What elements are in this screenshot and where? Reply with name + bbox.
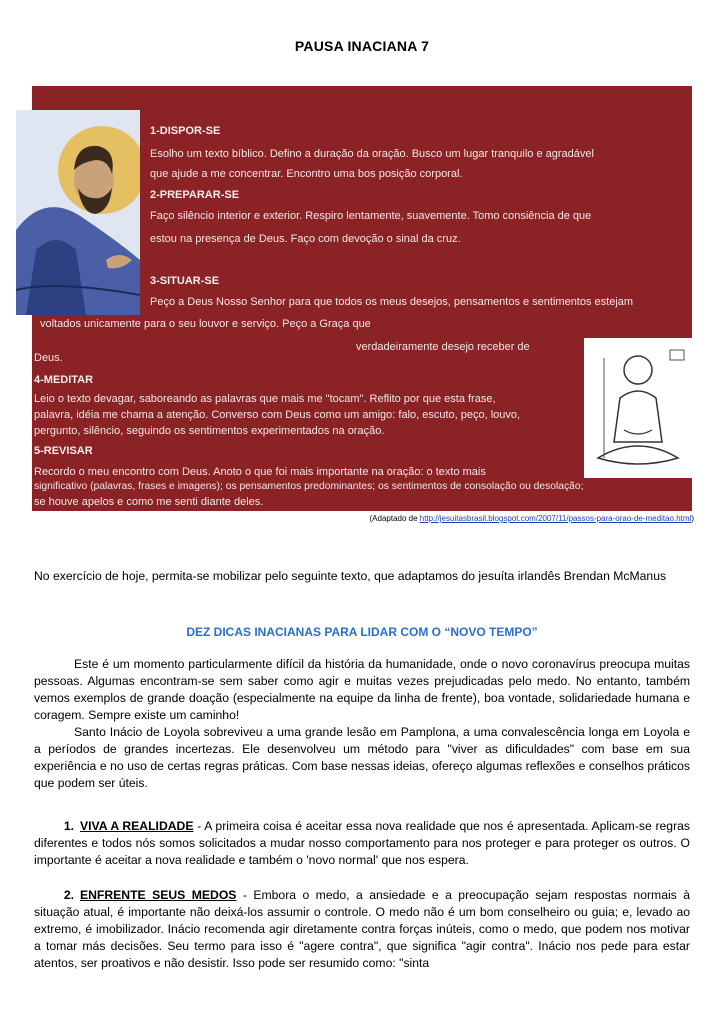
step-4-text: Leio o texto devagar, saboreando as palavras que mais me "tocam". Reflito por que esta frase, <box>34 393 496 405</box>
step-1-heading: 1-DISPOR-SE <box>150 125 221 137</box>
tip-1-number: 1. <box>63 819 74 833</box>
step-3-text: Deus. <box>34 352 63 364</box>
praying-saint-illustration <box>16 110 140 315</box>
intro-paragraph: No exercício de hoje, permita-se mobilizar pelo seguinte texto, que adaptamos do jesuíta irlandês Brendan McManus <box>34 569 667 583</box>
tip-1 <box>34 818 690 869</box>
step-5-text: Recordo o meu encontro com Deus. Anoto o que foi mais importante na oração: o texto mais <box>34 466 486 478</box>
source-link[interactable]: http://jesuitasbrasil.blogspot.com/2007/11/passos-para-orao-de-meditao.html <box>419 514 692 523</box>
section-subtitle: DEZ DICAS INACIANAS PARA LIDAR COM O “NOVO TEMPO” <box>186 625 538 639</box>
step-3-heading: 3-SITUAR-SE <box>150 275 220 287</box>
tip-2 <box>34 887 690 972</box>
step-2-text: Faço silêncio interior e exterior. Respiro lentamente, suavemente. Tomo consiência de que <box>150 210 592 222</box>
step-2-text: estou na presença de Deus. Faço com devoção o sinal da cruz. <box>150 233 461 245</box>
step-5-text: significativo (palavras, frases e imagens); os pensamentos predominantes; os sentimentos de consolação ou desolação; <box>34 481 584 492</box>
step-2-heading: 2-PREPARAR-SE <box>150 189 240 201</box>
credit-prefix: (Adaptado de <box>369 514 420 523</box>
tip-1-heading: VIVA A REALIDADE <box>80 819 194 833</box>
step-3-text: voltados unicamente para o seu louvor e serviço. Peço a Graça que <box>40 318 371 330</box>
step-5-text: se houve apelos e como me senti diante deles. <box>34 496 264 508</box>
step-3-text: Peço a Deus Nosso Senhor para que todos os meus desejos, pensamentos e sentimentos estejam <box>150 296 634 308</box>
tip-2-heading: ENFRENTE SEUS MEDOS <box>80 888 237 902</box>
step-1-text: que ajude a me concentrar. Encontro uma bos posição corporal. <box>150 168 463 180</box>
tip-2-number: 2. <box>63 888 74 902</box>
step-3-text: verdadeiramente desejo receber de <box>356 341 530 353</box>
body-paragraph: Este é um momento particularmente difícil da história da humanidade, onde o novo coronavírus preocupa muitas pessoas. Algumas encontram-se sem saber como agir e muitas vezes prejudicadas pelo medo. No entanto, também vemos exemplos de grande doação (especialmente na equipe da linha de frente), boa vontade, solidariedade humana e coragem. Sempre existe um caminho! <box>34 657 690 722</box>
body-paragraph: Santo Inácio de Loyola sobreviveu a uma grande lesão em Pamplona, a uma convalescência longa em Loyola e a períodos de grandes incertezas. Ele desenvolveu um método para "viver as dificuldades" com base em sua experiência e no uso de certas regras práticas. Com base nessas ideias, ofereço algumas reflexões e conselhos práticos que podem ser úteis. <box>34 725 690 790</box>
step-4-text: palavra, idéia me chama a atenção. Converso com Deus como um amigo: falo, escuto, peço, louvo, <box>34 409 521 421</box>
tip-2-text: - Embora o medo, a ansiedade e a preocupação sejam respostas normais à situação atual, é importante não deixá-los assumir o controle. O medo não é um bom conselheiro ou guia; e, levado ao extremo, é imobilizador. Inácio recomenda agir diretamente contra forças inúteis, como o medo, que podem nos motivar a tomar más decisões. Seu termo para isso é "agere contra", que significa "agir contra". Inácio nos pede para estar atentos, ser proativos e não desistir. Isso pode ser resumido como: "sinta <box>34 888 690 970</box>
meditating-figure-illustration <box>584 338 692 478</box>
source-credit <box>370 514 695 523</box>
step-4-text: pergunto, silêncio, seguindo os sentimentos experimentados na oração. <box>34 425 385 437</box>
step-1-text: Esolho um texto bíblico. Defino a duração da oração. Busco um lugar tranquilo e agradável <box>150 148 594 160</box>
step-4-heading: 4-MEDITAR <box>34 374 94 386</box>
step-5-heading: 5-REVISAR <box>34 445 93 457</box>
tip-1-text: - A primeira coisa é aceitar essa nova realidade que nos é apresentada. Aplicam-se regras diferentes e todos nós somos solicitados a mudar nosso comportamento para nos proteger e para proteger os outros. O importante é aceitar a nova realidade e também o 'novo normal' que nos espera. <box>34 819 690 867</box>
credit-suffix: ) <box>691 514 694 523</box>
page-title: PAUSA INACIANA 7 <box>294 38 430 54</box>
